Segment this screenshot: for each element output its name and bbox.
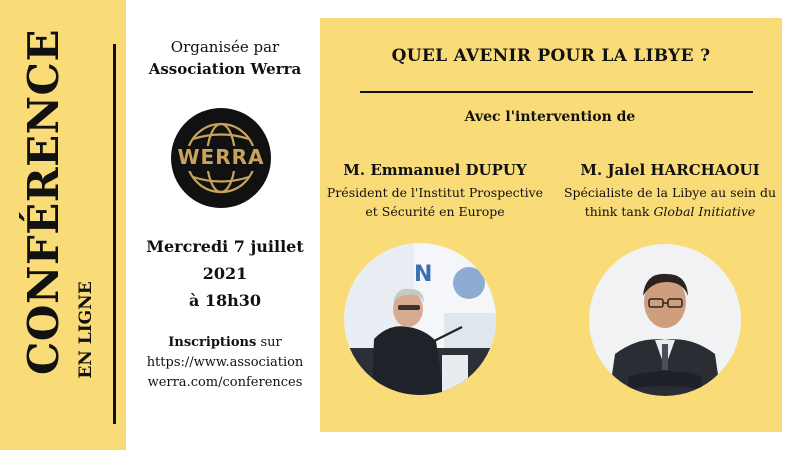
speaker1-role [320, 183, 550, 221]
svg-text:N: N [414, 262, 433, 287]
speaker2-role [555, 183, 785, 221]
registration-url-line2[interactable]: werra.com/conferences [147, 375, 303, 390]
speaker1-photo [344, 243, 496, 395]
registration-suffix: sur [256, 335, 282, 350]
speaker2-photo [589, 244, 741, 396]
organised-by-label: Organisée par [170, 38, 280, 56]
intervention-intro: Avec l'intervention de [464, 109, 636, 125]
conference-panel [320, 18, 782, 432]
registration-label: Inscriptions [168, 335, 257, 350]
event-info-column [140, 0, 310, 450]
speaker1-name: M. Emmanuel DUPUY [343, 161, 527, 179]
vertical-divider [113, 44, 116, 424]
registration-info [140, 333, 310, 393]
speaker2-org: Global Initiative [653, 204, 756, 219]
organiser-name: Association Werra [148, 60, 302, 78]
speaker1-role-line1: Président de l'Institut Prospective [326, 185, 544, 200]
speaker2-role-line1: Spécialiste de la Libye au sein du [563, 185, 777, 200]
speaker2-role-line2: think tank Global Initiative [584, 204, 756, 219]
online-vertical-subtitle: EN LIGNE [76, 281, 96, 379]
registration-url-line1[interactable]: https://www.association [146, 355, 304, 370]
conference-vertical-title: CONFÉRENCE [19, 29, 68, 375]
werra-logo [171, 108, 271, 208]
date-time: à 18h30 [188, 291, 262, 310]
date-year: 2021 [202, 264, 248, 283]
conference-title: QUEL AVENIR POUR LA LIBYE ? [391, 46, 711, 66]
event-date [140, 233, 310, 314]
logo-text: WERRA [177, 145, 265, 169]
speaker1-role-line2: et Sécurité en Europe [365, 204, 505, 219]
title-underline [360, 91, 753, 93]
speaker2-name: M. Jalel HARCHAOUI [580, 161, 760, 179]
date-day: Mercredi 7 juillet [146, 237, 304, 256]
